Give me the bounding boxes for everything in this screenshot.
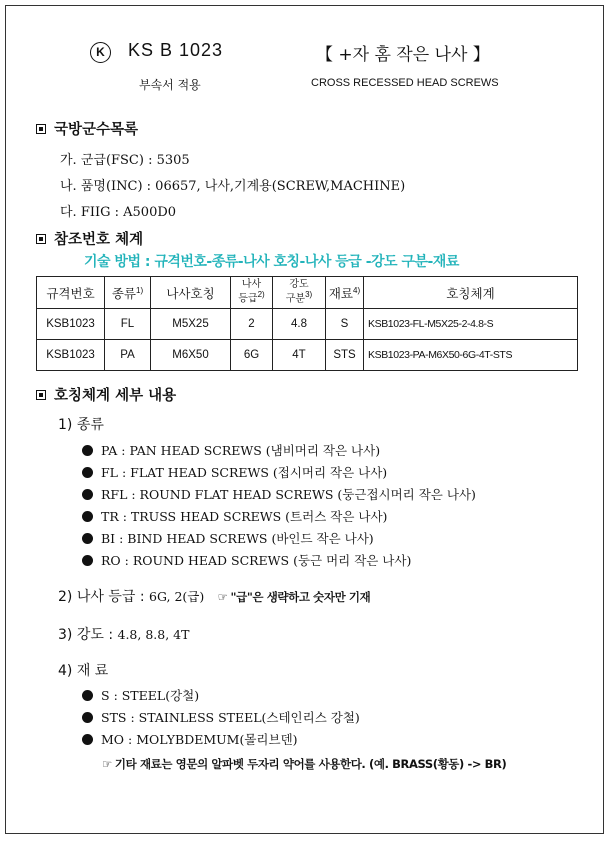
reference-table [36,276,578,371]
table-cell: KSB1023 [37,309,105,340]
list-item: STS : STAINLESS STEEL(스테인리스 강철) [82,708,360,726]
table-row [37,309,578,340]
section-heading-reference [36,228,143,249]
grade-line: 2) 나사 등급 : 6G, 2(급) ☞ "급"은 생략하고 숫자만 기재 [58,589,371,605]
notation-method: 기술 방법 : 규격번호-종류-나사 호칭-나사 등급 -강도 구분-재료 [84,254,459,270]
square-bullet-icon [36,234,46,244]
th-strength-class: 강도 구분$^{3)}$ [273,277,326,309]
bullet-dot-icon [82,555,93,566]
list-item: BI : BIND HEAD SCREWS (바인드 작은 나사) [82,529,374,547]
section-heading-text: 국방군수목록 [54,122,139,138]
list-item: RO : ROUND HEAD SCREWS (둥근 머리 작은 나사) [82,551,411,569]
table-cell: KSB1023-FL-M5X25-2-4.8-S [364,309,578,340]
english-title: CROSS RECESSED HEAD SCREWS [311,77,499,89]
list-item: FL : FLAT HEAD SCREWS (접시머리 작은 나사) [82,463,387,481]
kind-subheading: 1) 종류 [58,417,104,433]
table-cell: 4T [273,340,326,371]
bullet-dot-icon [82,511,93,522]
catalog-line-fiig: 다. FIIG : A500D0 [60,205,177,220]
th-standard-no: 규격번호 [37,277,105,309]
annex-label: 부속서 적용 [139,78,201,92]
list-item: RFL : ROUND FLAT HEAD SCREWS (둥근접시머리 작은 나사) [82,485,476,503]
section-heading-text: 호칭체계 세부 내용 [54,388,177,404]
th-designation-system: 호칭체계 [364,277,578,309]
catalog-line-fsc: 가. 군급(FSC) : 5305 [60,153,190,168]
list-item: TR : TRUSS HEAD SCREWS (트러스 작은 나사) [82,507,387,525]
table-cell: PA [105,340,151,371]
bullet-dot-icon [82,734,93,745]
strength-line: 3) 강도 : 4.8, 8.8, 4T [58,627,190,643]
bullet-dot-icon [82,690,93,701]
list-item: MO : MOLYBDEMUM(몰리브덴) [82,730,298,748]
pointing-hand-icon: ☞ [102,757,112,771]
table-cell: 6G [231,340,273,371]
catalog-line-inc: 나. 품명(INC) : 06657, 나사,기계용(SCREW,MACHINE) [60,179,406,194]
list-item: PA : PAN HEAD SCREWS (냄비머리 작은 나사) [82,441,380,459]
list-item: S : STEEL(강철) [82,686,199,704]
table-cell: M5X25 [151,309,231,340]
bullet-dot-icon [82,467,93,478]
document-title: 【 +자 홈 작은 나사 】 [316,45,490,65]
th-thread-grade: 나사 등급$^{2)}$ [231,277,273,309]
material-note: ☞ 기타 재료는 영문의 알파벳 두자리 약어를 사용한다. (예. BRASS(황동) -> BR) [102,757,507,771]
square-bullet-icon [36,390,46,400]
section-heading-catalog [36,118,138,139]
ks-standard-code: KS B 1023 [128,40,224,60]
bullet-dot-icon [82,445,93,456]
table-cell: STS [326,340,364,371]
th-material: 재료$^{4)}$ [326,277,364,309]
bullet-dot-icon [82,712,93,723]
section-heading-text: 참조번호 체계 [54,232,144,248]
bullet-dot-icon [82,489,93,500]
square-bullet-icon [36,124,46,134]
table-cell: 4.8 [273,309,326,340]
table-cell: KSB1023 [37,340,105,371]
table-cell: KSB1023-PA-M6X50-6G-4T-STS [364,340,578,371]
th-kind: 종류$^{1)}$ [105,277,151,309]
bullet-dot-icon [82,533,93,544]
ks-k-mark-icon: K [90,42,111,63]
table-cell: FL [105,309,151,340]
section-heading-details [36,384,176,405]
table-header-row [37,277,578,309]
th-thread-designation: 나사호칭 [151,277,231,309]
table-cell: 2 [231,309,273,340]
table-cell: M6X50 [151,340,231,371]
pointing-hand-icon: ☞ [217,590,228,604]
table-cell: S [326,309,364,340]
table-row [37,340,578,371]
material-subheading: 4) 재 료 [58,663,109,679]
